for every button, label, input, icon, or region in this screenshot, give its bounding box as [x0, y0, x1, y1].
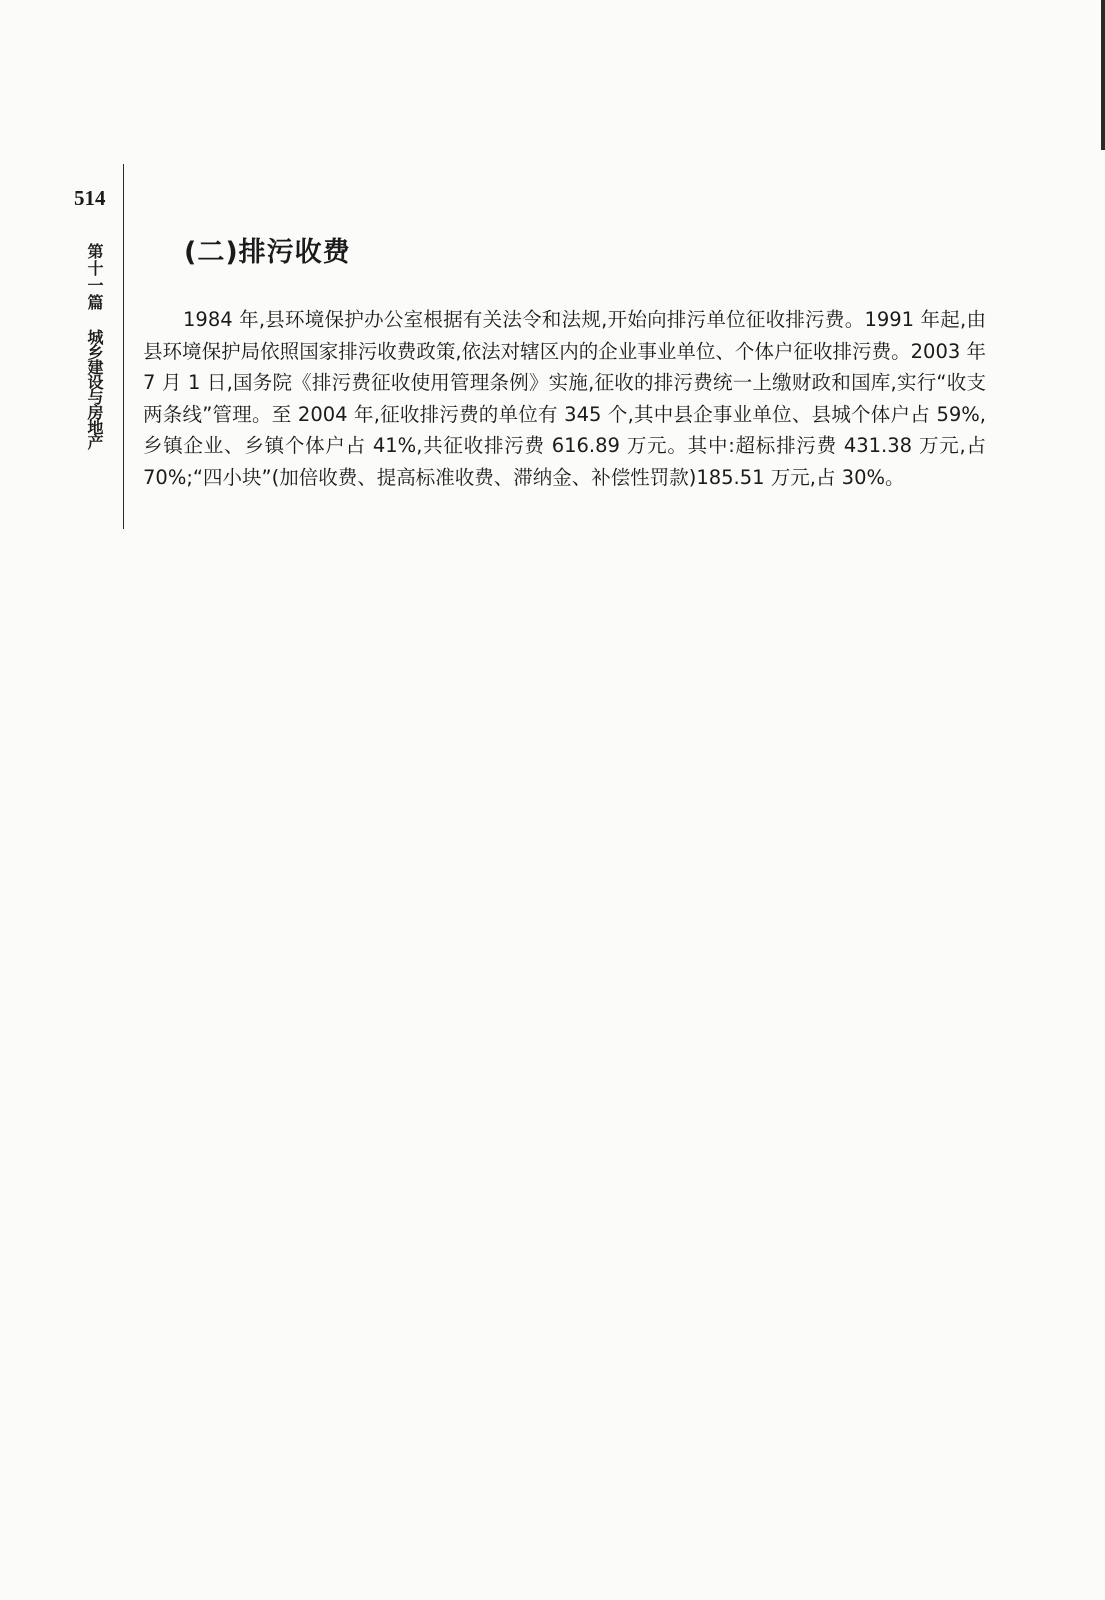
section-label: 城乡建设与房地产: [85, 329, 104, 449]
page-edge-shadow: [1101, 0, 1105, 150]
section-heading: (二)排污收费: [184, 237, 351, 268]
page-number: 514: [74, 186, 106, 210]
chapter-label: 第十一篇: [85, 243, 104, 311]
paragraph-text: 1984 年,县环境保护办公室根据有关法令和法规,开始向排污单位征收排污费。1991 年起,由县环境保护局依照国家排污收费政策,依法对辖区内的企业事业单位、个体户征收排污费。2003 年 7 月 1 日,国务院《排污费征收使用管理条例》实施,征收的排污费统一上缴财政和国库,实行“收支两条线”管理。至 2004 年,征收排污费的单位有 345 个,其中县企事业单位、县城个体户占 59%,乡镇企业、乡镇个体户占 41%,共征收排污费 616.89 万元。其中:超标排污费 431.38 万元,占 70%;“四小块”(加倍收费、提高标准收费、滞纳金、补偿性罚款)185.51 万元,占 30%。: [143, 308, 986, 489]
margin-running-header: [84, 243, 104, 449]
body-paragraph: [143, 304, 986, 493]
margin-rule: [123, 164, 124, 529]
